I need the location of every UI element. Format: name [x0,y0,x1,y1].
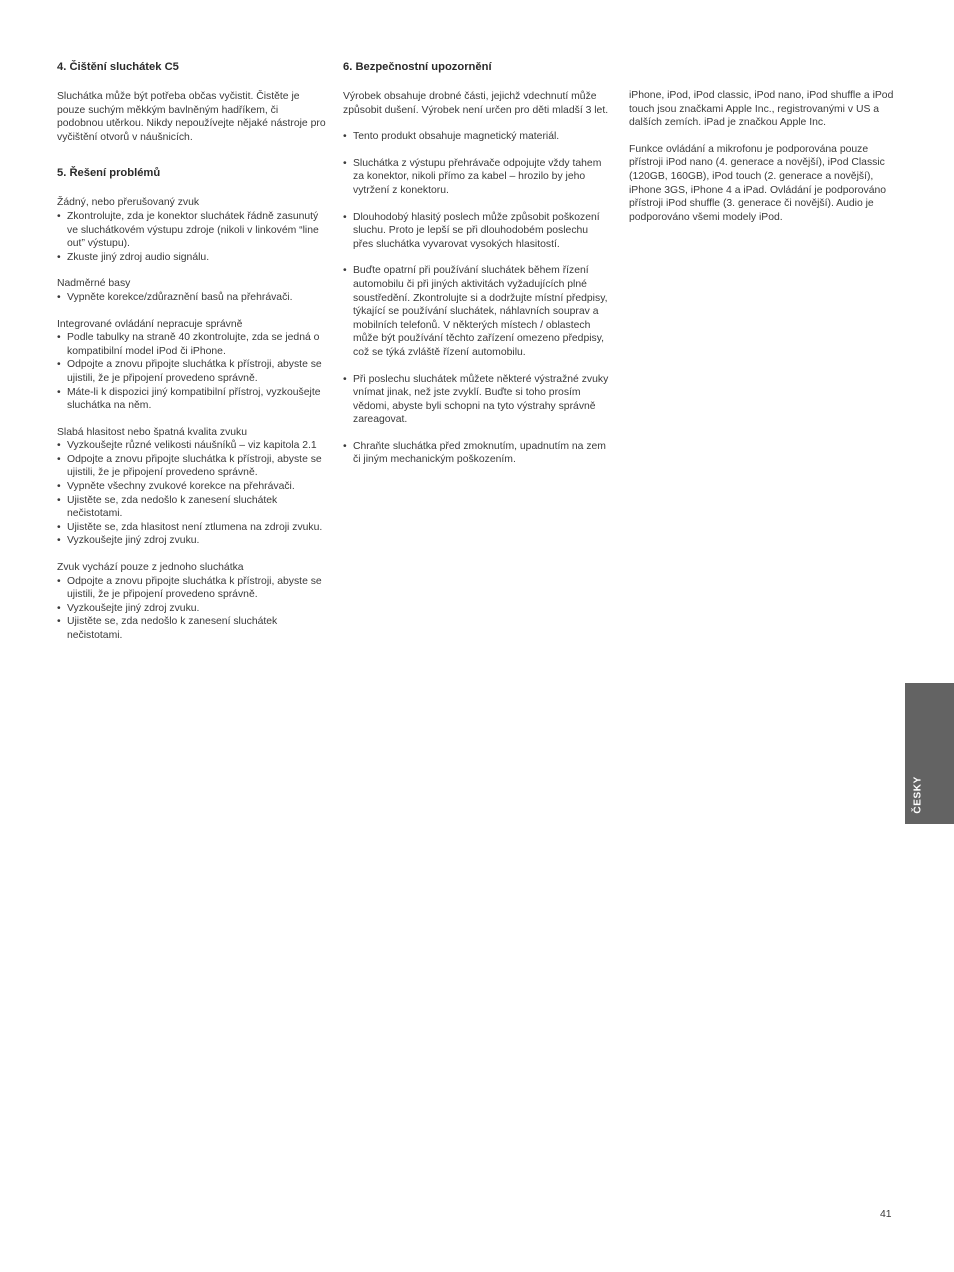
cleaning-text: Sluchátka může být potřeba občas vyčistit. Čistěte je pouze suchým měkkým bavlněným hadříkem, či podobnou utěrkou. Nikdy nepoužívejte nějaké nástroje pro vyčištění otvorů v náušnicích. [57,91,326,143]
list-item: • Buďte opatrní při používání sluchátek během řízení automobilu či při jiných aktivitách vyžadujících plné soustředění. Zkontrolujte si a dodržujte místní předpisy, týkající se používání sluchátek, náhlavních souprav a mobilních telefonů. V některých místech / oblastech může být používání těchto zařízení omezeno předpisy, což se týká zvláště řízení automobilu. [343,264,611,359]
list-item: • Tento produkt obsahuje magnetický materiál. [343,130,611,144]
list-item: • Vyzkoušejte různé velikosti náušníků – viz kapitola 2.1 [57,439,327,453]
safety-list [343,130,611,467]
section-title-troubleshooting: 5. Řešení problémů [57,167,161,180]
list-item: • Vyzkoušejte jiný zdroj zvuku. [57,534,327,548]
list-item: • Sluchátka z výstupu přehrávače odpojujte vždy tahem za konektor, nikoli přímo za kabel – hrozilo by jeho vytržení z konektoru. [343,157,611,198]
problem-group [57,426,327,548]
problem-group [57,277,327,304]
list-item: • Vyzkoušejte jiný zdroj zvuku. [57,602,327,616]
bullet-list [57,291,327,305]
section-troubleshooting [57,166,327,642]
list-item: • Zkontrolujte, zda je konektor sluchátek řádně zasunutý ve sluchátkovém výstupu zdroje (nikoli v linkovém “line out” výstupu). [57,210,327,251]
bullet-list [57,439,327,548]
list-item: • Podle tabulky na straně 40 zkontrolujte, zda se jedná o kompatibilní model iPod či iPhone. [57,331,327,358]
section-title-safety: 6. Bezpečnostní upozornění [343,61,492,73]
bullet-list [57,331,327,413]
problem-group [57,196,327,264]
bullet-list [57,210,327,264]
list-item: • Ujistěte se, zda nedošlo k zanesení sluchátek nečistotami. [57,494,327,521]
bullet-list [57,575,327,643]
column-left [57,60,327,657]
list-item: • Chraňte sluchátka před zmoknutím, upadnutím na zem či jiným mechanickým poškozením. [343,440,611,467]
language-tab [905,683,954,824]
problem-group [57,318,327,413]
column-middle [343,60,611,480]
list-item: • Při poslechu sluchátek můžete některé výstražné zvuky vnímat jinak, než jste zvyklí. Buďte si toho prosím vědomi, abyste byli schopni na tyto výstrahy správně zareagovat. [343,373,611,427]
trademark-text: iPhone, iPod, iPod classic, iPod nano, iPod shuffle a iPod touch jsou značkami Apple Inc., registrovanými v US a dalších zemích. iPad je značkou Apple Inc. [629,90,894,129]
list-item: • Vypněte korekce/zdůraznění basů na přehrávači. [57,291,327,305]
list-item: • Zkuste jiný zdroj audio signálu. [57,251,327,265]
list-item: • Dlouhodobý hlasitý poslech může způsobit poškození sluchu. Proto je lepší se při dlouhodobém poslechu přes sluchátka vyvarovat vysokých hlasitostí. [343,211,611,252]
safety-intro: Výrobek obsahuje drobné části, jejichž vdechnutí může způsobit dušení. Výrobek není určen pro děti mladší 3 let. [343,91,609,116]
list-item: • Ujistěte se, zda nedošlo k zanesení sluchátek nečistotami. [57,615,327,642]
problem-heading: Nadměrné basy [57,278,131,290]
list-item: • Odpojte a znovu připojte sluchátka k přístroji, abyste se ujistili, že je připojení provedeno správně. [57,575,327,602]
column-right [629,89,897,224]
problem-group [57,561,327,643]
page-number: 41 [880,1209,892,1220]
list-item: • Ujistěte se, zda hlasitost není ztlumena na zdroji zvuku. [57,521,327,535]
problem-heading: Žádný, nebo přerušovaný zvuk [57,197,200,209]
section-cleaning [57,60,327,144]
problem-heading: Integrované ovládání nepracuje správně [57,318,243,330]
language-tab-label: ČESKY [912,776,924,814]
list-item: • Odpojte a znovu připojte sluchátka k přístroji, abyste se ujistili, že je připojení provedeno správně. [57,358,327,385]
problem-heading: Zvuk vychází pouze z jednoho sluchátka [57,562,244,574]
compatibility-text: Funkce ovládání a mikrofonu je podporována pouze přístroji iPod nano (4. generace a novější), iPod Classic (120GB, 160GB), iPod touch (2. generace a novější), iPhone 3GS, iPhone 4 a iPad. Ovládání je podporováno přístroji iPod shuffle (3. generace či novější). Audio je podporováno všemi modely iPod. [629,143,887,223]
list-item: • Vypněte všechny zvukové korekce na přehrávači. [57,480,327,494]
problem-heading: Slabá hlasitost nebo špatná kvalita zvuku [57,426,248,438]
list-item: • Odpojte a znovu připojte sluchátka k přístroji, abyste se ujistili, že je připojení provedeno správně. [57,453,327,480]
section-title-cleaning: 4. Čištění sluchátek C5 [57,61,179,73]
list-item: • Máte-li k dispozici jiný kompatibilní přístroj, vyzkoušejte sluchátka na něm. [57,386,327,413]
